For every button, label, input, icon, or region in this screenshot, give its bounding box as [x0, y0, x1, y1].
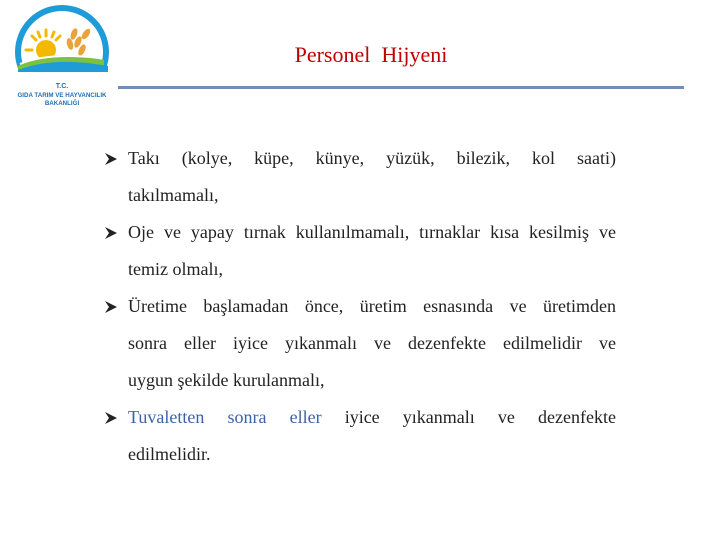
arrow-bullet-icon	[104, 411, 118, 425]
highlighted-text: Tuvaletten sonra eller	[128, 407, 322, 427]
bullet-line: Üretime başlamadan önce, üretim esnasında ve üretimden	[128, 296, 616, 316]
bullet-line: edilmelidir.	[128, 444, 211, 464]
bullet-item	[104, 214, 616, 288]
svg-text:T.C.: T.C.	[55, 83, 69, 90]
bullet-line	[128, 399, 616, 436]
bullet-item	[104, 140, 616, 214]
title-divider	[118, 86, 684, 89]
svg-text:BAKANLIĞI: BAKANLIĞI	[44, 100, 80, 107]
slide-title: Personel Hijyeni	[294, 42, 448, 67]
bullet-line: Takı (kolye, küpe, künye, yüzük, bilezik, kol saati)	[128, 148, 616, 168]
arrow-bullet-icon	[104, 226, 118, 240]
bullet-line: takılmamalı,	[128, 185, 219, 205]
bullet-line: Oje ve yapay tırnak kullanılmamalı, tırnaklar kısa kesilmiş ve	[128, 222, 616, 242]
logo-emblem-icon	[4, 4, 122, 116]
svg-text:GIDA TARIM VE HAYVANCILIK: GIDA TARIM VE HAYVANCILIK	[17, 92, 107, 99]
bullet-line: sonra eller iyice yıkanmalı ve dezenfekte edilmelidir ve	[128, 333, 616, 353]
bullet-line: uygun şekilde kurulanmalı,	[128, 370, 325, 390]
bullet-item	[104, 288, 616, 399]
bullet-line: temiz olmalı,	[128, 259, 223, 279]
ministry-logo	[4, 4, 122, 116]
bullet-list	[104, 140, 616, 473]
bullet-text: iyice yıkanmalı ve dezenfekte	[321, 407, 616, 427]
arrow-bullet-icon	[104, 152, 118, 166]
arrow-bullet-icon	[104, 300, 118, 314]
bullet-item	[104, 399, 616, 473]
